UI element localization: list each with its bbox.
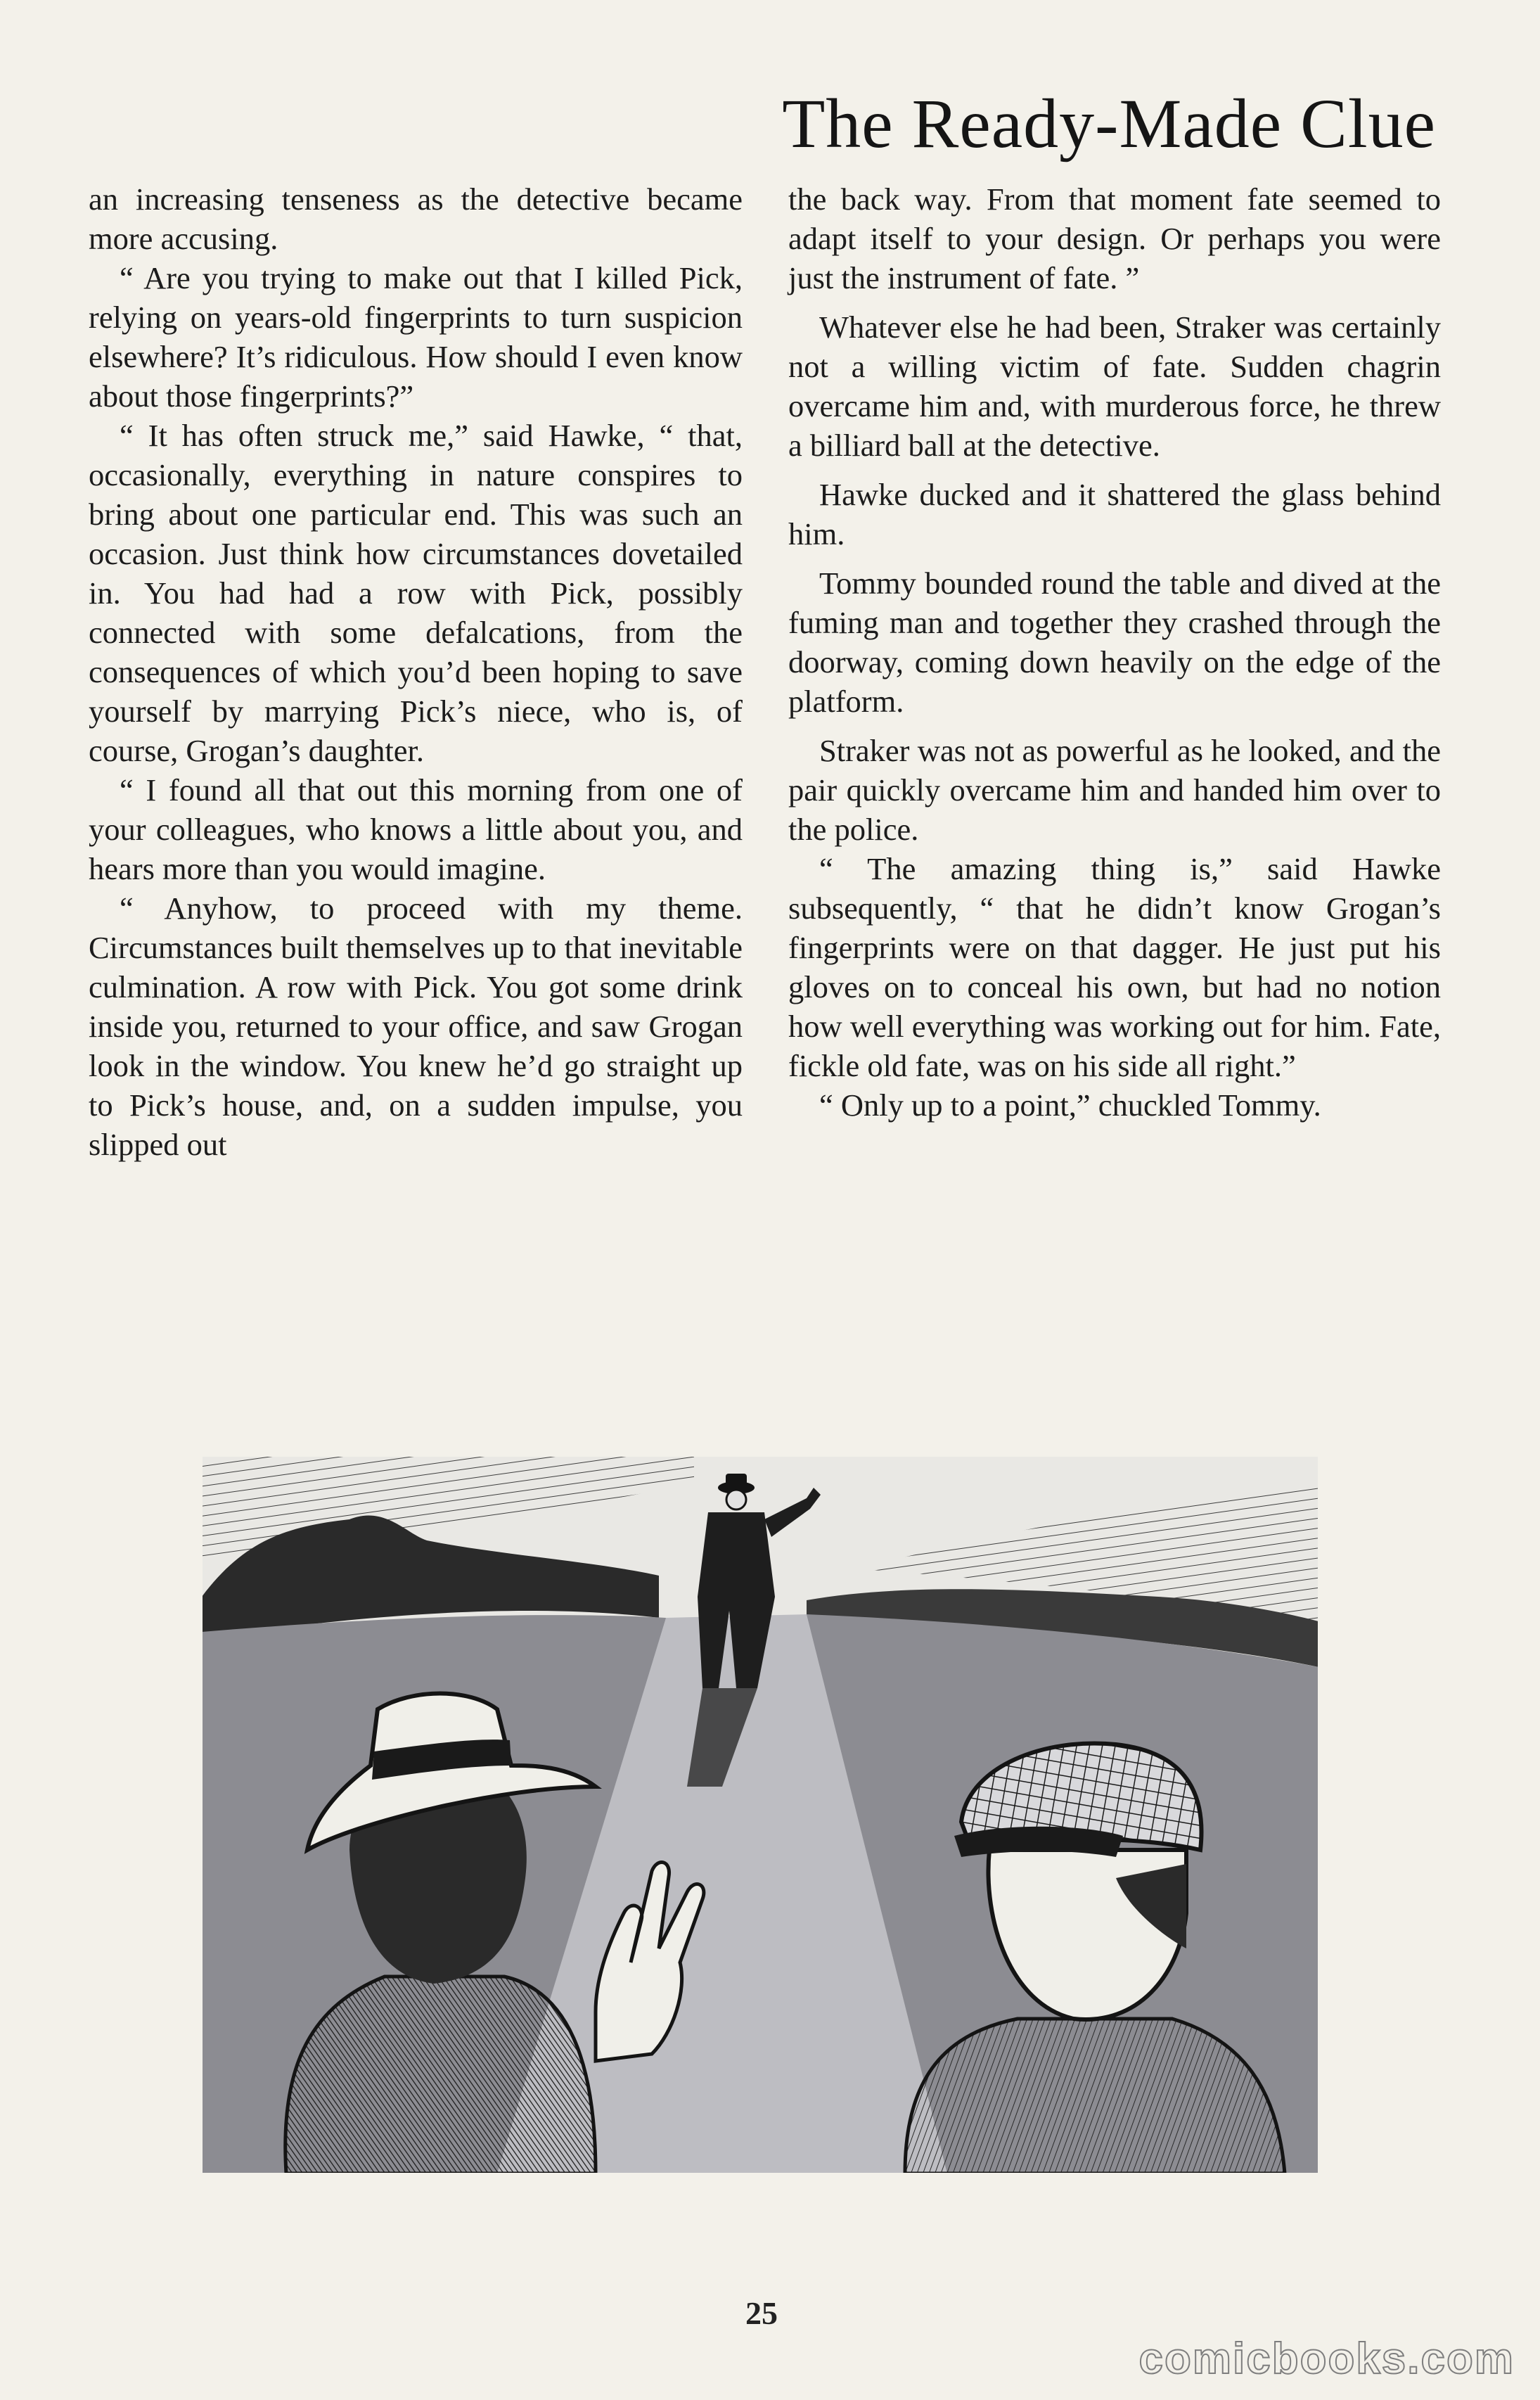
story-illustration [202,1456,1318,2174]
paragraph: an increasing tenseness as the detective became more accusing. [89,181,743,256]
paragraph: “ Only up to a point,” chuckled Tommy. [819,1087,1321,1123]
paragraph: “ It has often struck me,” said Hawke, “ that, occasionally, everything in nature conspires to bring about one particular end. This was such an occasion. Just think how circumstances dovetailed in. You had had a row with Pick, possibly connected with some defalcations, from the consequences of which you’d been hoping to save yourself by marrying Pick’s niece, who is, of course, Grogan’s daughter. [89,418,743,768]
paragraph: “ Anyhow, to proceed with my theme. Circumstances built themselves up to that inevitable culmination. A row with Pick. You got some drink inside you, returned to your office, and saw Grogan look in the window. You knew he’d go straight up to Pick’s house, and, on a sudden impulse, you slipped out [89,891,743,1162]
paragraph: “ The amazing thing is,” said Hawke subsequently, “ that he didn’t know Grogan’s fingerprints were on that dagger. He just put his gloves on to conceal his own, but had no notion how well everything was working out for him. Fate, fickle old fate, was on his side all right.” [788,851,1441,1083]
paragraph: “ I found all that out this morning from one of your colleagues, who knows a little about you, and hears more than you would imagine. [89,772,743,886]
story-title: The Ready-Made Clue [782,84,1436,162]
paragraph: Whatever else he had been, Straker was certainly not a willing victim of fate. Sudden chagrin overcame him and, with murderous force, he threw a billiard ball at the detective. [788,309,1441,463]
paragraph: Straker was not as powerful as he looked, and the pair quickly overcame him and handed him over to the police. [788,733,1441,847]
left-text-column [89,179,743,1164]
site-watermark: comicbooks.com [1138,2335,1515,2383]
paragraph: “ Are you trying to make out that I killed Pick, relying on years-old fingerprints to turn suspicion elsewhere? It’s ridiculous. How should I even know about those fingerprints?” [89,260,743,414]
paragraph: Hawke ducked and it shattered the glass behind him. [788,477,1441,551]
paragraph: the back way. From that moment fate seemed to adapt itself to your design. Or perhaps you were just the instrument of fate. ” [788,181,1441,295]
page-number: 25 [745,2295,778,2331]
right-text-column [788,179,1441,1125]
paragraph: Tommy bounded round the table and dived at the fuming man and together they crashed through the doorway, coming down heavily on the edge of the platform. [788,566,1441,719]
